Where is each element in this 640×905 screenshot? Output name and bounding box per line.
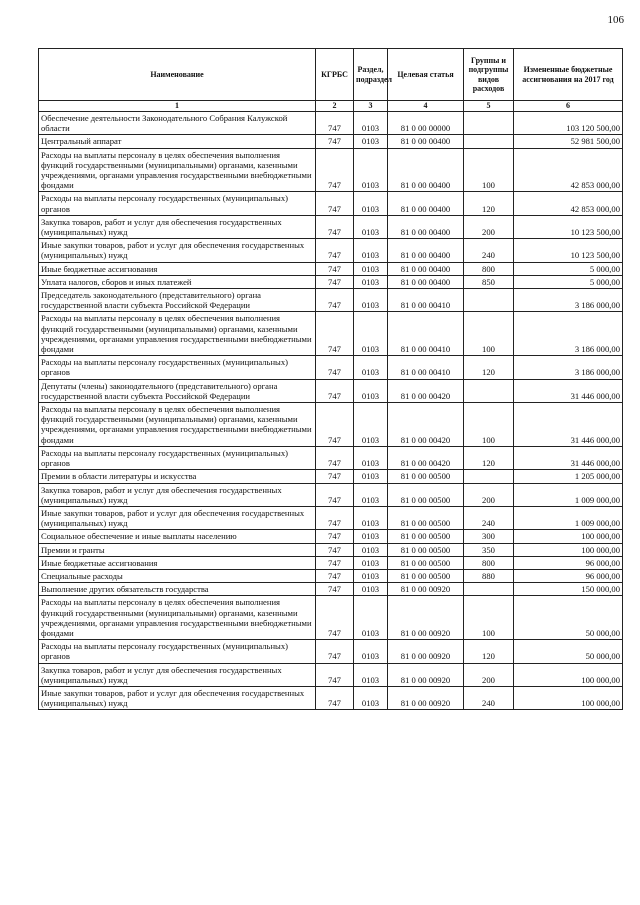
table-row: [39, 446, 623, 469]
row-section: 0103: [354, 356, 388, 379]
row-section: 0103: [354, 275, 388, 288]
row-amount: 31 446 000,00: [514, 403, 623, 447]
row-target-article: 81 0 00 00500: [388, 530, 464, 543]
row-expense-group: 200: [464, 483, 514, 506]
row-target-article: 81 0 00 00410: [388, 312, 464, 356]
row-kgrbs: 747: [316, 596, 354, 640]
row-name: Специальные расходы: [39, 569, 316, 582]
page-number: 106: [607, 14, 624, 26]
row-target-article: 81 0 00 00500: [388, 470, 464, 483]
table-row: [39, 686, 623, 709]
table-row: [39, 483, 623, 506]
row-kgrbs: 747: [316, 135, 354, 148]
row-name: Расходы на выплаты персоналу государственных (муниципальных) органов: [39, 192, 316, 215]
table-row: [39, 470, 623, 483]
row-name: Обеспечение деятельности Законодательного Собрания Калужской области: [39, 112, 316, 135]
row-target-article: 81 0 00 00400: [388, 215, 464, 238]
row-section: 0103: [354, 403, 388, 447]
row-section: 0103: [354, 530, 388, 543]
table-row: [39, 239, 623, 262]
row-name: Расходы на выплаты персоналу в целях обеспечения выполнения функций государственными (муниципальными) органами, казенными учреждениями, органами управления государственными внебюджетными фондами: [39, 312, 316, 356]
table-row: [39, 543, 623, 556]
header-section: Раздел, подраздел: [354, 49, 388, 101]
table-row: [39, 583, 623, 596]
row-name: Центральный аппарат: [39, 135, 316, 148]
row-target-article: 81 0 00 00400: [388, 239, 464, 262]
row-target-article: 81 0 00 00920: [388, 686, 464, 709]
row-target-article: 81 0 00 00420: [388, 379, 464, 402]
row-section: 0103: [354, 148, 388, 192]
table-row: [39, 379, 623, 402]
row-amount: 3 186 000,00: [514, 289, 623, 312]
row-target-article: 81 0 00 00400: [388, 148, 464, 192]
row-expense-group: 880: [464, 569, 514, 582]
row-kgrbs: 747: [316, 686, 354, 709]
row-name: Закупка товаров, работ и услуг для обеспечения государственных (муниципальных) нужд: [39, 483, 316, 506]
row-target-article: 81 0 00 00420: [388, 403, 464, 447]
row-name: Расходы на выплаты персоналу государственных (муниципальных) органов: [39, 640, 316, 663]
row-kgrbs: 747: [316, 663, 354, 686]
row-target-article: 81 0 00 00920: [388, 596, 464, 640]
column-number: 4: [388, 101, 464, 112]
row-name: Иные бюджетные ассигнования: [39, 556, 316, 569]
row-name: Иные закупки товаров, работ и услуг для обеспечения государственных (муниципальных) нужд: [39, 239, 316, 262]
row-expense-group: 100: [464, 312, 514, 356]
table-row: [39, 596, 623, 640]
row-amount: 3 186 000,00: [514, 312, 623, 356]
row-kgrbs: 747: [316, 262, 354, 275]
table-row: [39, 506, 623, 529]
row-amount: 1 009 000,00: [514, 506, 623, 529]
row-section: 0103: [354, 312, 388, 356]
row-expense-group: [464, 135, 514, 148]
row-amount: 10 123 500,00: [514, 215, 623, 238]
row-target-article: 81 0 00 00500: [388, 556, 464, 569]
row-section: 0103: [354, 289, 388, 312]
row-name: Иные бюджетные ассигнования: [39, 262, 316, 275]
row-target-article: 81 0 00 00500: [388, 483, 464, 506]
row-section: 0103: [354, 446, 388, 469]
row-expense-group: 800: [464, 262, 514, 275]
table-row: [39, 135, 623, 148]
row-amount: 5 000,00: [514, 275, 623, 288]
row-amount: 5 000,00: [514, 262, 623, 275]
row-section: 0103: [354, 686, 388, 709]
table-row: [39, 289, 623, 312]
column-number: 3: [354, 101, 388, 112]
table-row: [39, 640, 623, 663]
row-kgrbs: 747: [316, 112, 354, 135]
row-section: 0103: [354, 569, 388, 582]
row-section: 0103: [354, 583, 388, 596]
row-name: Закупка товаров, работ и услуг для обеспечения государственных (муниципальных) нужд: [39, 663, 316, 686]
row-section: 0103: [354, 506, 388, 529]
row-section: 0103: [354, 262, 388, 275]
row-expense-group: [464, 379, 514, 402]
table-row: [39, 275, 623, 288]
row-amount: 52 981 500,00: [514, 135, 623, 148]
row-name: Расходы на выплаты персоналу в целях обеспечения выполнения функций государственными (муниципальными) органами, казенными учреждениями, органами управления государственными внебюджетными фондами: [39, 403, 316, 447]
row-amount: 31 446 000,00: [514, 379, 623, 402]
row-kgrbs: 747: [316, 446, 354, 469]
column-number: 2: [316, 101, 354, 112]
header-name: Наименование: [39, 49, 316, 101]
row-kgrbs: 747: [316, 569, 354, 582]
row-kgrbs: 747: [316, 640, 354, 663]
row-expense-group: 120: [464, 192, 514, 215]
table-row: [39, 262, 623, 275]
row-target-article: 81 0 00 00400: [388, 192, 464, 215]
row-amount: 10 123 500,00: [514, 239, 623, 262]
row-expense-group: [464, 112, 514, 135]
row-amount: 3 186 000,00: [514, 356, 623, 379]
row-target-article: 81 0 00 00500: [388, 543, 464, 556]
table-row: [39, 530, 623, 543]
row-name: Уплата налогов, сборов и иных платежей: [39, 275, 316, 288]
row-expense-group: 240: [464, 239, 514, 262]
row-amount: 31 446 000,00: [514, 446, 623, 469]
row-target-article: 81 0 00 00920: [388, 640, 464, 663]
row-section: 0103: [354, 239, 388, 262]
row-expense-group: 240: [464, 686, 514, 709]
row-amount: 42 853 000,00: [514, 192, 623, 215]
row-amount: 96 000,00: [514, 556, 623, 569]
row-expense-group: [464, 583, 514, 596]
row-expense-group: 100: [464, 148, 514, 192]
row-expense-group: 300: [464, 530, 514, 543]
row-target-article: 81 0 00 00500: [388, 569, 464, 582]
row-amount: 150 000,00: [514, 583, 623, 596]
table-row: [39, 112, 623, 135]
row-kgrbs: 747: [316, 289, 354, 312]
table-row: [39, 192, 623, 215]
row-expense-group: 850: [464, 275, 514, 288]
budget-table: [38, 48, 623, 710]
row-kgrbs: 747: [316, 239, 354, 262]
row-section: 0103: [354, 556, 388, 569]
row-expense-group: 240: [464, 506, 514, 529]
row-amount: 1 205 000,00: [514, 470, 623, 483]
row-name: Председатель законодательного (представительного) органа государственной власти субъекта Российской Федерации: [39, 289, 316, 312]
row-expense-group: 800: [464, 556, 514, 569]
row-amount: 96 000,00: [514, 569, 623, 582]
table-row: [39, 663, 623, 686]
row-expense-group: 200: [464, 663, 514, 686]
row-name: Депутаты (члены) законодательного (представительного) органа государственной власти субъекта Российской Федерации: [39, 379, 316, 402]
row-name: Премии в области литературы и искусства: [39, 470, 316, 483]
row-section: 0103: [354, 470, 388, 483]
row-name: Расходы на выплаты персоналу государственных (муниципальных) органов: [39, 446, 316, 469]
row-name: Иные закупки товаров, работ и услуг для обеспечения государственных (муниципальных) нужд: [39, 506, 316, 529]
row-name: Расходы на выплаты персоналу в целях обеспечения выполнения функций государственными (муниципальными) органами, казенными учреждениями, органами управления государственными внебюджетными фондами: [39, 148, 316, 192]
row-amount: 50 000,00: [514, 640, 623, 663]
row-expense-group: 120: [464, 640, 514, 663]
column-number: 6: [514, 101, 623, 112]
row-section: 0103: [354, 112, 388, 135]
table-row: [39, 312, 623, 356]
row-name: Выполнение других обязательств государства: [39, 583, 316, 596]
column-number-row: [39, 101, 623, 112]
row-expense-group: 120: [464, 356, 514, 379]
row-section: 0103: [354, 640, 388, 663]
row-expense-group: 100: [464, 596, 514, 640]
row-kgrbs: 747: [316, 470, 354, 483]
table-row: [39, 356, 623, 379]
row-section: 0103: [354, 663, 388, 686]
row-kgrbs: 747: [316, 506, 354, 529]
row-section: 0103: [354, 483, 388, 506]
row-kgrbs: 747: [316, 483, 354, 506]
table-row: [39, 403, 623, 447]
row-amount: 50 000,00: [514, 596, 623, 640]
table-row: [39, 148, 623, 192]
header-amount: Измененные бюджетные ассигнования на 2017 год: [514, 49, 623, 101]
row-kgrbs: 747: [316, 379, 354, 402]
header-groups: Группы и подгруппы видов расходов: [464, 49, 514, 101]
row-name: Расходы на выплаты персоналу в целях обеспечения выполнения функций государственными (муниципальными) органами, казенными учреждениями, органами управления государственными внебюджетными фондами: [39, 596, 316, 640]
table-row: [39, 556, 623, 569]
header-kgrbs: КГРБС: [316, 49, 354, 101]
row-target-article: 81 0 00 00920: [388, 583, 464, 596]
row-target-article: 81 0 00 00000: [388, 112, 464, 135]
row-target-article: 81 0 00 00920: [388, 663, 464, 686]
row-kgrbs: 747: [316, 148, 354, 192]
row-kgrbs: 747: [316, 543, 354, 556]
row-target-article: 81 0 00 00420: [388, 446, 464, 469]
row-kgrbs: 747: [316, 312, 354, 356]
row-kgrbs: 747: [316, 530, 354, 543]
row-section: 0103: [354, 543, 388, 556]
row-target-article: 81 0 00 00410: [388, 289, 464, 312]
column-number: 5: [464, 101, 514, 112]
row-expense-group: 120: [464, 446, 514, 469]
row-section: 0103: [354, 192, 388, 215]
row-kgrbs: 747: [316, 275, 354, 288]
row-section: 0103: [354, 596, 388, 640]
row-section: 0103: [354, 379, 388, 402]
row-kgrbs: 747: [316, 556, 354, 569]
row-kgrbs: 747: [316, 356, 354, 379]
row-amount: 103 120 500,00: [514, 112, 623, 135]
row-target-article: 81 0 00 00400: [388, 262, 464, 275]
row-kgrbs: 747: [316, 403, 354, 447]
row-amount: 100 000,00: [514, 686, 623, 709]
row-name: Закупка товаров, работ и услуг для обеспечения государственных (муниципальных) нужд: [39, 215, 316, 238]
row-name: Премии и гранты: [39, 543, 316, 556]
row-expense-group: 100: [464, 403, 514, 447]
row-amount: 42 853 000,00: [514, 148, 623, 192]
row-amount: 1 009 000,00: [514, 483, 623, 506]
row-target-article: 81 0 00 00410: [388, 356, 464, 379]
row-target-article: 81 0 00 00500: [388, 506, 464, 529]
table-row: [39, 215, 623, 238]
row-expense-group: 200: [464, 215, 514, 238]
row-section: 0103: [354, 135, 388, 148]
row-amount: 100 000,00: [514, 530, 623, 543]
row-expense-group: 350: [464, 543, 514, 556]
row-target-article: 81 0 00 00400: [388, 135, 464, 148]
row-section: 0103: [354, 215, 388, 238]
header-target: Целевая статья: [388, 49, 464, 101]
table-header-row: [39, 49, 623, 101]
row-amount: 100 000,00: [514, 663, 623, 686]
row-expense-group: [464, 289, 514, 312]
row-kgrbs: 747: [316, 215, 354, 238]
row-kgrbs: 747: [316, 583, 354, 596]
row-kgrbs: 747: [316, 192, 354, 215]
row-name: Расходы на выплаты персоналу государственных (муниципальных) органов: [39, 356, 316, 379]
row-amount: 100 000,00: [514, 543, 623, 556]
row-name: Иные закупки товаров, работ и услуг для обеспечения государственных (муниципальных) нужд: [39, 686, 316, 709]
row-target-article: 81 0 00 00400: [388, 275, 464, 288]
row-expense-group: [464, 470, 514, 483]
table-row: [39, 569, 623, 582]
row-name: Социальное обеспечение и иные выплаты населению: [39, 530, 316, 543]
column-number: 1: [39, 101, 316, 112]
